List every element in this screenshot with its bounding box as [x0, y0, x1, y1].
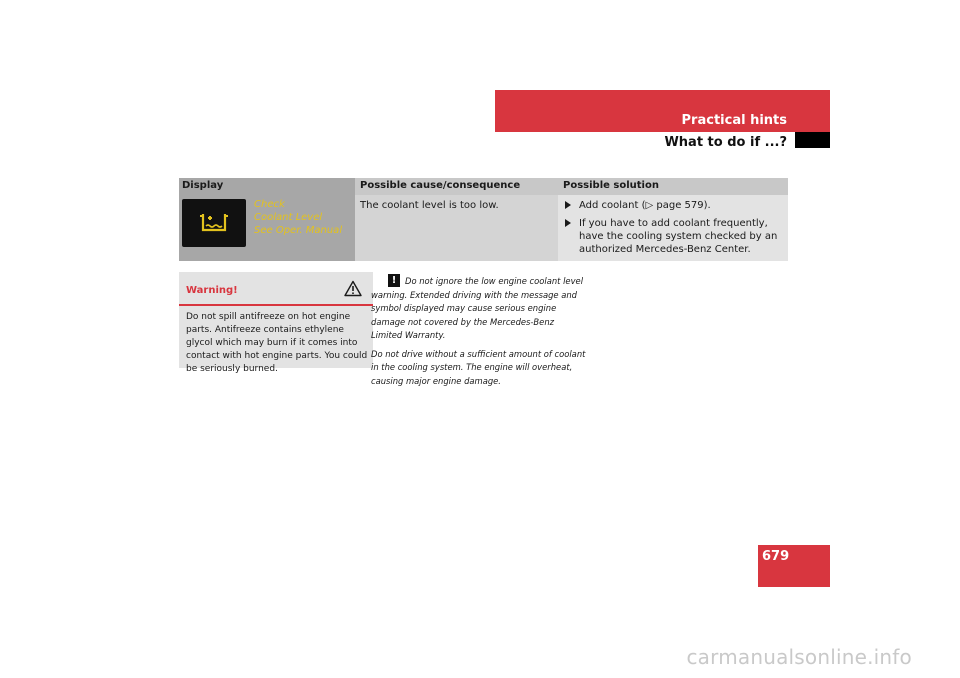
display-screen: [182, 199, 246, 247]
page-number: 679: [762, 549, 790, 564]
note-exclamation-icon: !: [388, 274, 400, 287]
note-paragraph: Do not drive without a sufficient amount of coolant in the cooling system. The engine will overheat, causing major engine damage.: [371, 348, 586, 386]
warning-text: Do not spill antifreeze on hot engine parts. Antifreeze contains ethylene glycol which may burn if it comes into contact with hot engine parts. You could be seriously burned.: [186, 312, 368, 374]
note-paragraph: Do not ignore the low engine coolant level warning. Extended driving with the message and symbol displayed may cause serious engine damage not covered by the Mercedes-Benz Limited Warranty.: [371, 276, 584, 340]
bullet-arrow-icon: [565, 201, 571, 209]
warning-title: Warning!: [186, 285, 238, 296]
warning-triangle-icon: [344, 280, 362, 297]
display-line: See Oper. Manual: [254, 225, 343, 236]
solution-item: [563, 199, 785, 212]
bullet-arrow-icon: [565, 219, 571, 227]
warning-divider: [179, 304, 373, 306]
display-line: Check: [254, 199, 285, 210]
coolant-level-icon: [198, 210, 230, 236]
solution-list: [563, 199, 785, 261]
header-display: Display: [182, 180, 224, 191]
solution-text: Add coolant (▷ page 579).: [579, 200, 711, 211]
header-cause: Possible cause/consequence: [360, 180, 521, 191]
solution-item: [563, 217, 785, 256]
cause-text: The coolant level is too low.: [360, 200, 499, 211]
header-solution: Possible solution: [563, 180, 659, 191]
note-text: [371, 275, 586, 393]
watermark: carmanualsonline.info: [686, 645, 912, 669]
section-title: Practical hints: [681, 113, 787, 128]
header-black-block: [795, 132, 830, 148]
display-line: Coolant Level: [254, 212, 323, 223]
display-message: [254, 198, 342, 237]
solution-text: If you have to add coolant frequently, have the cooling system checked by an authorized Mercedes-Benz Center.: [579, 218, 778, 255]
sub-title: What to do if ...?: [664, 135, 787, 150]
